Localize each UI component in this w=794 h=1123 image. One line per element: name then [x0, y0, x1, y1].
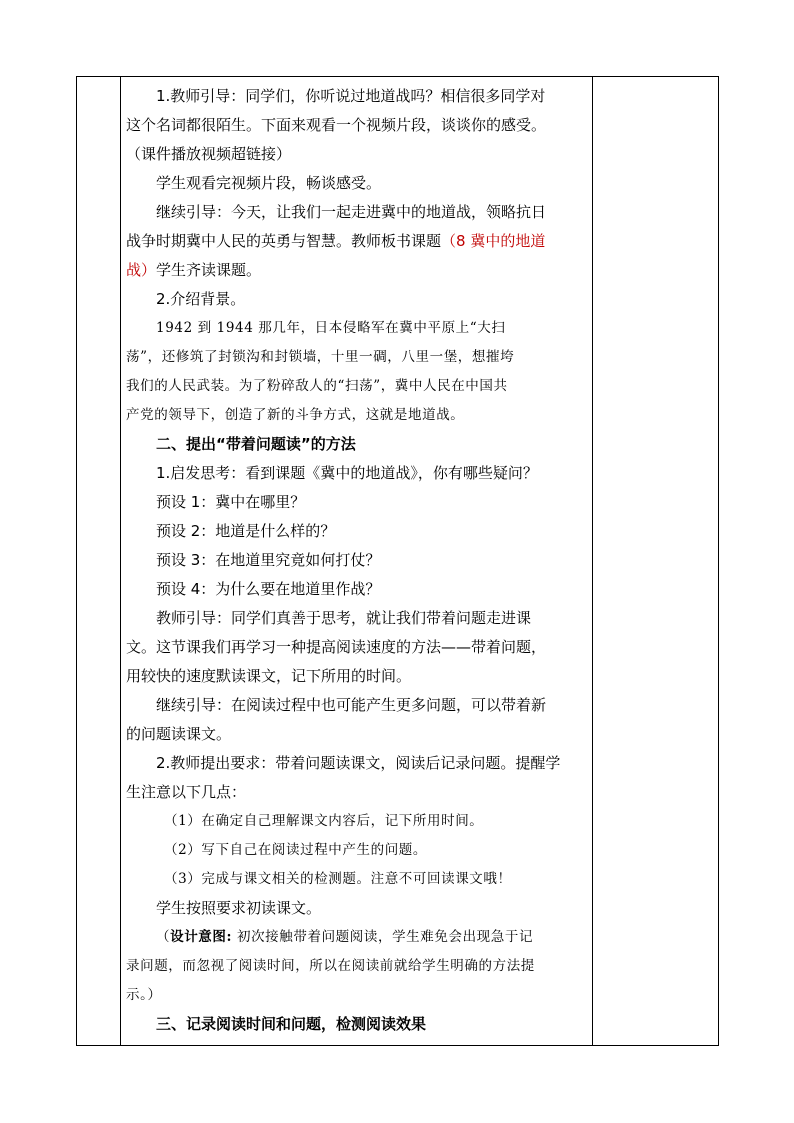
text-span: 初次接触带着问题阅读，学生难免会出现急于记	[232, 929, 534, 945]
text-span: （8 冀中的地道	[441, 232, 546, 250]
column-divider-left	[120, 77, 121, 1045]
text-line: 荡”，还修筑了封锁沟和封锁墙，十里一碉，八里一堡，想摧垮	[126, 349, 515, 365]
text-line: 用较快的速度默读课文，记下所用的时间。	[126, 667, 412, 685]
text-line	[126, 227, 588, 256]
column-divider-right	[592, 77, 593, 1045]
text-line: 二、提出“带着问题读”的方法	[156, 435, 356, 453]
text-line: 生注意以下几点：	[126, 783, 247, 801]
text-line: 1942 到 1944 那几年，日本侵略军在冀中平原上“大扫	[156, 320, 506, 336]
lesson-content	[126, 82, 588, 1039]
text-span: 设计意图:	[170, 929, 233, 945]
text-span: （	[156, 929, 171, 945]
text-line: 1.启发思考：看到课题《冀中的地道战》，你有哪些疑问？	[156, 464, 538, 482]
text-line: （1）在确定自己理解课文内容后，记下所用时间。	[164, 813, 484, 829]
text-line: 三、记录阅读时间和问题，检测阅读效果	[156, 1015, 427, 1033]
text-span: 学生齐读课题。	[156, 261, 262, 279]
text-line	[126, 923, 588, 952]
text-line: 文。这节课我们再学习一种提高阅读速度的方法——带着问题，	[126, 638, 547, 656]
text-line: （2）写下自己在阅读过程中产生的问题。	[164, 842, 427, 858]
text-line: 产党的领导下，创造了新的斗争方式，这就是地道战。	[126, 407, 465, 423]
text-line: （3）完成与课文相关的检测题。注意不可回读课文哦！	[164, 871, 512, 887]
text-line: 2.教师提出要求：带着问题读课文，阅读后记录问题。提醒学	[156, 754, 561, 772]
text-line: 继续引导：在阅读过程中也可能产生更多问题，可以带着新	[156, 696, 547, 714]
text-line: 录问题，而忽视了阅读时间，所以在阅读前就给学生明确的方法提	[126, 958, 535, 974]
text-line	[126, 256, 588, 285]
text-line: 学生观看完视频片段，畅谈感受。	[156, 174, 382, 192]
text-line: 1.教师引导：同学们，你听说过地道战吗？相信很多同学对	[156, 87, 546, 105]
text-line: 示。）	[126, 987, 162, 1003]
text-line: 教师引导：同学们真善于思考，就让我们带着问题走进课	[156, 609, 532, 627]
text-line: 这个名词都很陌生。下面来观看一个视频片段，谈谈你的感受。	[126, 116, 547, 134]
text-line: 预设 1：冀中在哪里？	[156, 493, 306, 511]
text-line: 预设 4：为什么要在地道里作战？	[156, 580, 381, 598]
text-span: 战争时期冀中人民的英勇与智慧。教师板书课题	[126, 232, 442, 250]
text-line: 预设 3：在地道里究竟如何打仗？	[156, 551, 381, 569]
text-line: 学生按照要求初读课文。	[156, 899, 322, 917]
text-line: 继续引导：今天，让我们一起走进冀中的地道战，领略抗日	[156, 203, 547, 221]
text-span: 战）	[126, 261, 157, 279]
text-line: 我们的人民武装。为了粉碎敌人的“扫荡”，冀中人民在中国共	[126, 378, 508, 394]
text-line: 预设 2：地道是什么样的？	[156, 522, 336, 540]
text-line: 的问题读课文。	[126, 725, 232, 743]
text-line: （课件播放视频超链接）	[126, 145, 292, 163]
text-line: 2.介绍背景。	[156, 290, 246, 308]
